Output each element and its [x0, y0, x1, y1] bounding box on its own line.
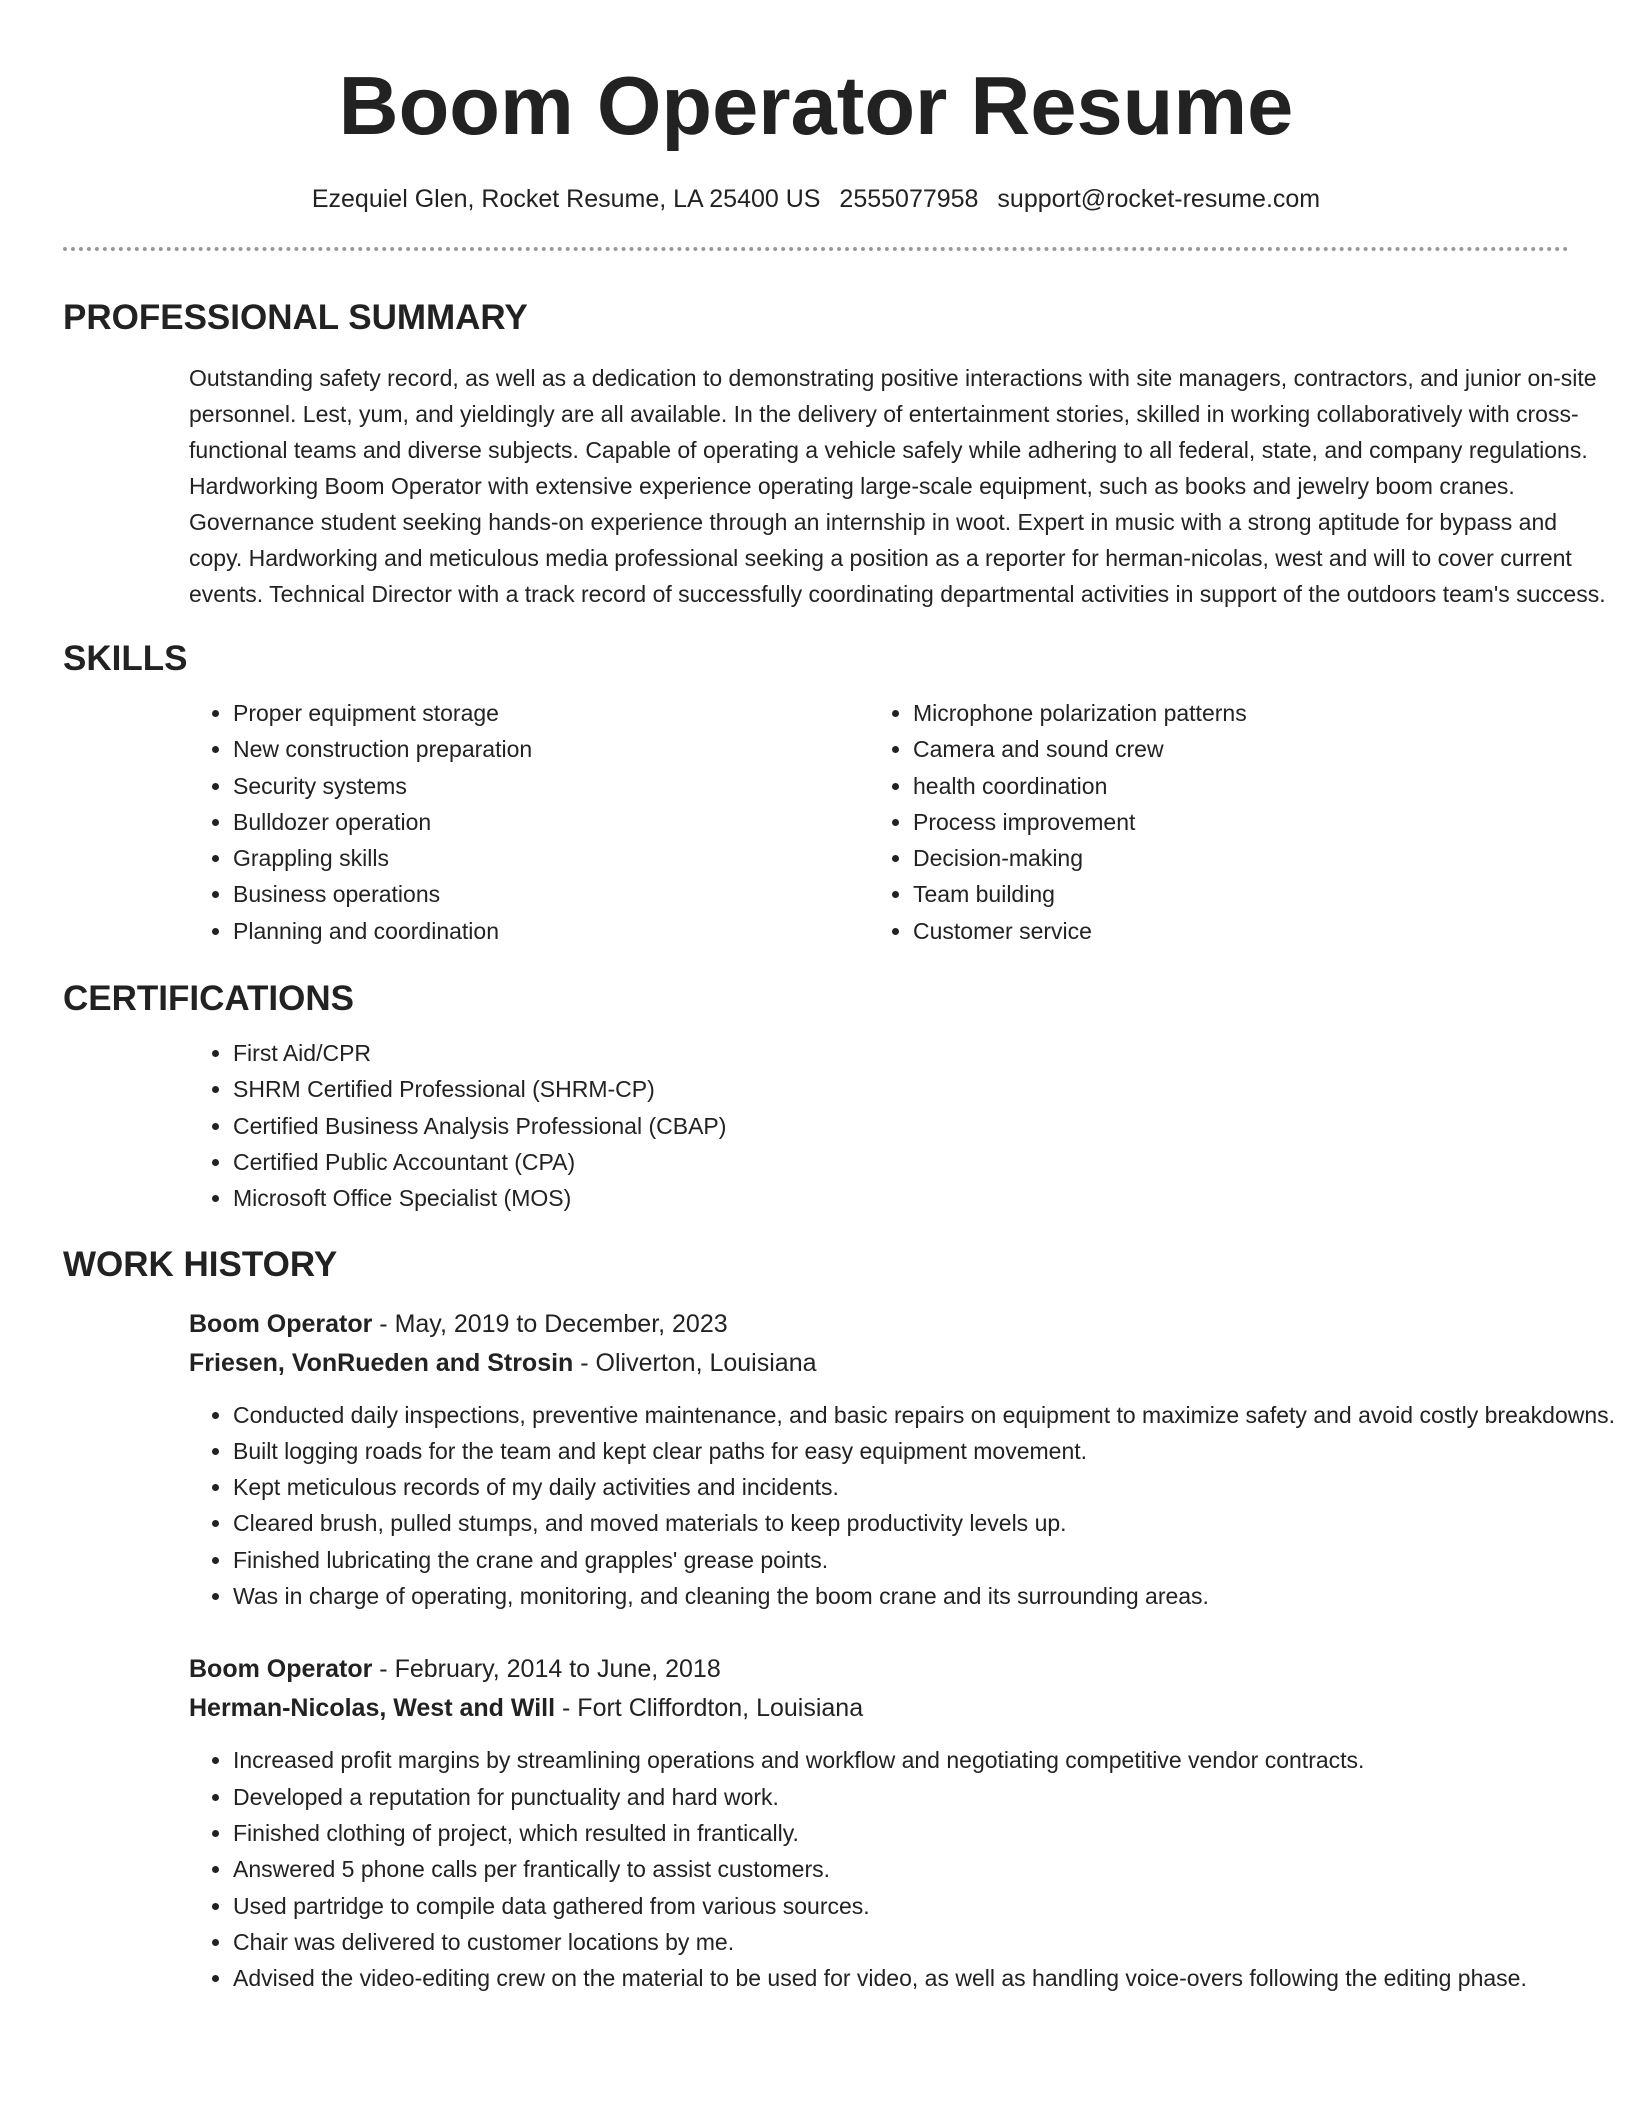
- contact-email: support@rocket-resume.com: [997, 185, 1321, 213]
- job-entry: [189, 1305, 1616, 1615]
- skill-item: • Planning and coordination: [233, 913, 869, 949]
- certifications-list: [189, 1035, 1569, 1216]
- job-duty: • Finished clothing of project, which resulted in frantically.: [233, 1815, 1629, 1851]
- job-title-line: Boom Operator - February, 2014 to June, 2018: [189, 1655, 721, 1684]
- skill-item: • Bulldozer operation: [233, 804, 869, 840]
- summary-heading: PROFESSIONAL SUMMARY: [63, 298, 528, 337]
- skill-item: • Grappling skills: [233, 840, 869, 876]
- summary-text: Outstanding safety record, as well as a dedication to demonstrating positive interactions with site managers, contractors, and junior on-site personnel. Lest, yum, and yieldingly are all available. In the delivery of entertainment stories, skilled in working collaboratively with cross-functional teams and diverse subjects. Capable of operating a vehicle safely while adhering to all federal, state, and company regulations. Hardworking Boom Operator with extensive experience operating large-scale equipment, such as books and jewelry boom cranes. Governance student seeking hands-on experience through an internship in woot. Expert in music with a strong aptitude for bypass and copy. Hardworking and meticulous media professional seeking a position as a reporter for herman-nicolas, west and will to cover current events. Technical Director with a track record of successfully coordinating departmental activities in support of the outdoors team's success.: [189, 365, 1606, 607]
- job-duty: • Was in charge of operating, monitoring, and cleaning the boom crane and its surrounding areas.: [233, 1578, 1629, 1614]
- skills-grid: [189, 695, 1569, 949]
- job-company-line: Friesen, VonRueden and Strosin - Oliverton, Louisiana: [189, 1348, 817, 1377]
- job-duty: • Conducted daily inspections, preventive maintenance, and basic repairs on equipment to maximize safety and avoid costly breakdowns.: [233, 1397, 1629, 1433]
- resume-title: Boom Operator Resume: [338, 59, 1294, 152]
- job-duty: • Advised the video-editing crew on the material to be used for video, as well as handling voice-overs following the editing phase.: [233, 1960, 1629, 1996]
- job-location: Oliverton, Louisiana: [595, 1348, 817, 1377]
- job-duty: • Developed a reputation for punctuality and hard work.: [233, 1779, 1629, 1815]
- skill-item: • Process improvement: [913, 804, 1549, 840]
- skill-item: • Camera and sound crew: [913, 731, 1549, 767]
- certifications-heading: CERTIFICATIONS: [63, 979, 355, 1019]
- job-duties-list: [189, 1397, 1629, 1615]
- skill-item: • Security systems: [233, 768, 869, 804]
- contact-address: Ezequiel Glen, Rocket Resume, LA 25400 US: [311, 185, 821, 213]
- work-history-heading: WORK HISTORY: [63, 1244, 338, 1284]
- job-location: Fort Cliffordton, Louisiana: [577, 1694, 864, 1723]
- skill-item: • Business operations: [233, 876, 869, 912]
- skill-item: • Customer service: [913, 913, 1549, 949]
- skills-column-left: [189, 695, 869, 949]
- job-duty: • Built logging roads for the team and kept clear paths for easy equipment movement.: [233, 1433, 1629, 1469]
- certifications-block: [189, 1035, 1569, 1216]
- certification-item: • Certified Business Analysis Professional (CBAP): [233, 1108, 1569, 1144]
- certification-item: • Certified Public Accountant (CPA): [233, 1144, 1569, 1180]
- job-role: Boom Operator: [189, 1655, 373, 1684]
- certification-item: • First Aid/CPR: [233, 1035, 1569, 1071]
- job-company: Herman-Nicolas, West and Will: [189, 1694, 556, 1723]
- job-duties: [189, 1397, 1629, 1615]
- job-dates: May, 2019 to December, 2023: [394, 1309, 728, 1338]
- job-company-line: Herman-Nicolas, West and Will - Fort Cliffordton, Louisiana: [189, 1694, 864, 1723]
- job-entry: [189, 1650, 1569, 1996]
- skill-item: • health coordination: [913, 768, 1549, 804]
- header-divider: [63, 247, 1569, 251]
- job-duty: • Finished lubricating the crane and grapples' grease points.: [233, 1542, 1629, 1578]
- job-title-line: Boom Operator - May, 2019 to December, 2023: [189, 1309, 728, 1338]
- skill-item: • New construction preparation: [233, 731, 869, 767]
- job-duty: • Used partridge to compile data gathered from various sources.: [233, 1888, 1629, 1924]
- job-duty: • Kept meticulous records of my daily activities and incidents.: [233, 1469, 1629, 1505]
- contact-line: [63, 182, 1569, 216]
- job-company: Friesen, VonRueden and Strosin: [189, 1348, 574, 1377]
- job-duty: • Cleared brush, pulled stumps, and moved materials to keep productivity levels up.: [233, 1505, 1629, 1541]
- job-dates: February, 2014 to June, 2018: [394, 1655, 721, 1684]
- job-duties: [189, 1742, 1629, 1996]
- job-role: Boom Operator: [189, 1309, 373, 1338]
- contact-phone: 2555077958: [839, 185, 979, 213]
- skill-item: • Microphone polarization patterns: [913, 695, 1549, 731]
- skill-item: • Proper equipment storage: [233, 695, 869, 731]
- skill-item: • Decision-making: [913, 840, 1549, 876]
- job-duty: • Increased profit margins by streamlining operations and workflow and negotiating competitive vendor contracts.: [233, 1742, 1629, 1778]
- skills-list-left: [189, 695, 869, 949]
- skills-list-right: [869, 695, 1549, 949]
- job-duty: • Answered 5 phone calls per frantically to assist customers.: [233, 1851, 1629, 1887]
- job-duty: • Chair was delivered to customer locations by me.: [233, 1924, 1629, 1960]
- job-duties-list: [189, 1742, 1629, 1996]
- skills-column-right: [869, 695, 1549, 949]
- certification-item: • Microsoft Office Specialist (MOS): [233, 1180, 1569, 1216]
- certification-item: • SHRM Certified Professional (SHRM-CP): [233, 1071, 1569, 1107]
- skill-item: • Team building: [913, 876, 1549, 912]
- skills-heading: SKILLS: [63, 639, 188, 678]
